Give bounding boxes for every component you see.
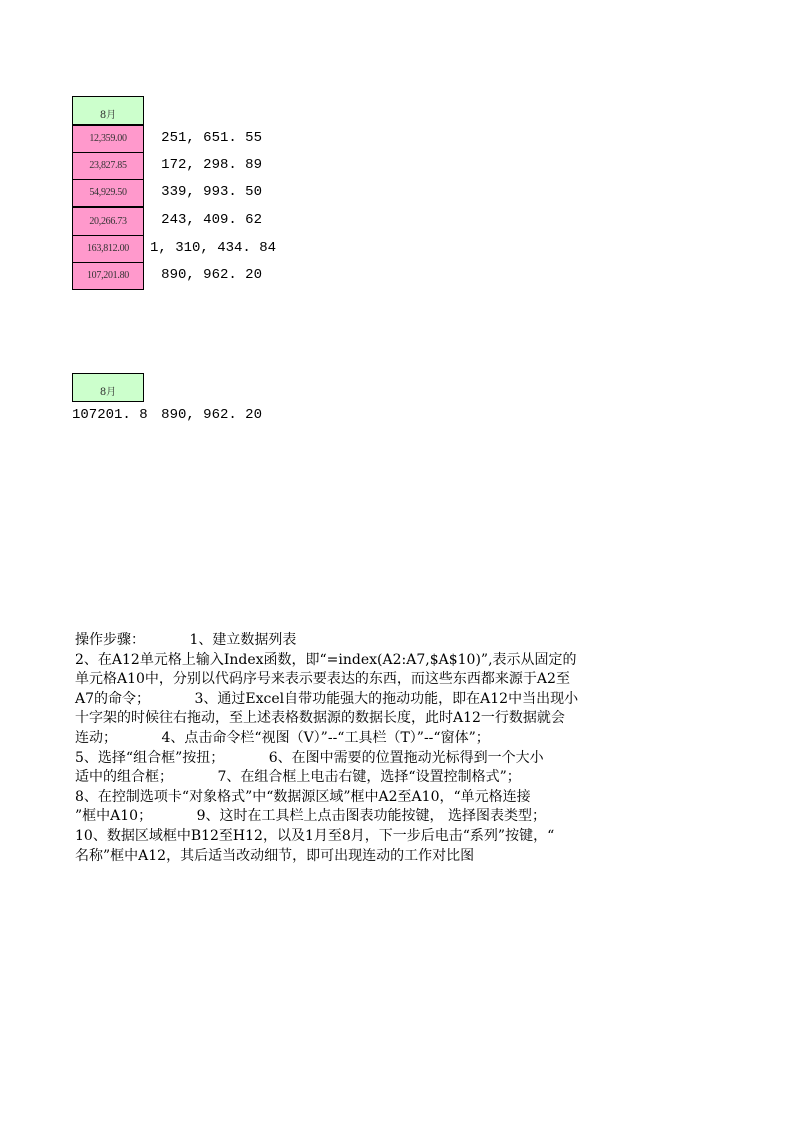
table1-cell-a4[interactable]: 20,266.73 [72, 207, 144, 236]
table1-cell-b1[interactable]: 251, 651. 55 [161, 130, 262, 146]
instruction-line: 2、在A12单元格上输入Index函数，即“=index(A2:A7,$A$10)”,表示从固定的 [75, 651, 577, 668]
table2-cell-a[interactable]: 107201. 8 [72, 407, 148, 423]
table2-cell-b[interactable]: 890, 962. 20 [161, 407, 262, 423]
table1-cell-a5[interactable]: 163,812.00 [72, 235, 144, 263]
instruction-line: 名称”框中A12，其后适当改动细节，即可出现连动的工作对比图 [75, 847, 475, 864]
instruction-line: 5、选择“组合框”按扭； 6、在图中需要的位置拖动光标得到一个大小 [75, 749, 544, 766]
instruction-line: ”框中A10； 9、这时在工具栏上点击图表功能按键， 选择图表类型； [75, 808, 546, 825]
instruction-line: A7的命令； 3、通过Excel自带功能强大的拖动功能，即在A12中当出现小 [75, 690, 579, 707]
instruction-line: 操作步骤： 1、建立数据列表 [75, 632, 297, 648]
table1-cell-a6[interactable]: 107,201.80 [72, 262, 144, 290]
table1-cell-a3[interactable]: 54,929.50 [72, 179, 144, 207]
instruction-line: 10、数据区域框中B12至H12，以及1月至8月，下一步后电击“系列”按键，“ [75, 827, 555, 844]
table1-cell-b3[interactable]: 339, 993. 50 [161, 184, 262, 200]
table2-header: 8月 [72, 373, 144, 402]
instruction-line: 8、在控制选项卡“对象格式”中“数据源区域”框中A2至A10，“单元格连接 [75, 788, 531, 805]
table1-cell-b6[interactable]: 890, 962. 20 [161, 267, 262, 283]
table1-cell-a2[interactable]: 23,827.85 [72, 152, 144, 180]
instruction-line: 单元格A10中，分别以代码序号来表示要表达的东西，而这些东西都来源于A2至 [75, 671, 570, 688]
table1-cell-b5[interactable]: 1, 310, 434. 84 [150, 240, 277, 256]
table1-header: 8月 [72, 96, 144, 125]
instruction-line: 适中的组合框； 7、在组合框上电击右键，选择“设置控制格式”； [75, 769, 521, 786]
instructions-text [75, 631, 635, 866]
instruction-line: 十字架的时候往右拖动，至上述表格数据源的数据长度，此时A12一行数据就会 [75, 710, 565, 727]
table1-cell-b2[interactable]: 172, 298. 89 [161, 157, 262, 173]
table1-cell-b4[interactable]: 243, 409. 62 [161, 212, 262, 228]
instruction-line: 连动； 4、点击命令栏“视图（V）”--“工具栏（T）”--“窗体”； [75, 729, 490, 746]
table1-cell-a1[interactable]: 12,359.00 [72, 125, 144, 153]
